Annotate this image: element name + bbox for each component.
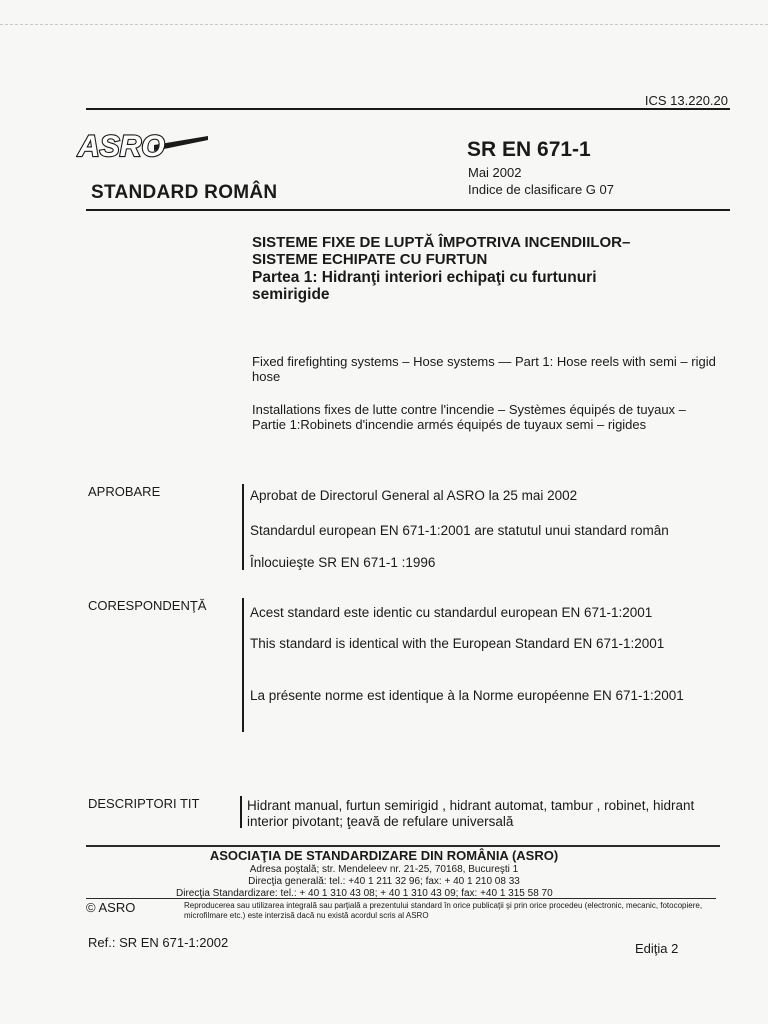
organization-name: ASOCIAŢIA DE STANDARDIZARE DIN ROMÂNIA (ASRO) [209, 848, 559, 863]
approval-line-2: Standardul european EN 671-1:2001 are statutul unui standard român [250, 523, 669, 538]
correspondence-en: This standard is identical with the European Standard EN 671-1:2001 [250, 636, 665, 651]
descriptors-bar [240, 796, 242, 828]
reference: Ref.: SR EN 671-1:2002 [88, 935, 229, 950]
title-english: Fixed firefighting systems – Hose systems — Part 1: Hose reels with semi – rigid hose [252, 354, 716, 384]
title-ro-line-3: Partea 1: Hidranţi interiori echipaţi cu furtunuri [252, 269, 597, 286]
asro-logo [76, 123, 211, 168]
logo-text: ASRO [78, 130, 165, 163]
correspondence-label: CORESPONDENŢĂ [88, 598, 207, 613]
standard-date: Mai 2002 [468, 165, 522, 180]
scan-edge [0, 18, 768, 25]
footer-rule [86, 845, 720, 847]
title-ro-line-1: SISTEME FIXE DE LUPTĂ ÎMPOTRIVA INCENDIILOR– [252, 234, 631, 251]
correspondence-bar [242, 598, 244, 732]
copyright-rule [86, 898, 716, 899]
classification-index: Indice de clasificare G 07 [468, 182, 614, 197]
descriptors-label: DESCRIPTORI TIT [88, 796, 200, 811]
title-ro-line-4: semirigide [252, 286, 330, 303]
correspondence-fr: La présente norme est identique à la Norme européenne EN 671-1:2001 [250, 688, 684, 703]
copyright: © ASRO [86, 900, 136, 915]
general-direction: Direcţia generală: tel.: +40 1 211 32 96; fax: + 40 1 210 08 33 [248, 876, 520, 887]
title-romanian [252, 234, 732, 303]
copyright-notice: Reproducerea sau utilizarea integrală sau parţială a prezentului standard în orice publicaţii şi prin orice procedeu (electronic, mecanic, fotocopiere, microfilmare etc.) este interzisă dacă nu există acordul scris al ASRO [184, 901, 703, 920]
approval-label: APROBARE [88, 484, 161, 499]
postal-address: Adresa poştală; str. Mendeleev nr. 21-25, 70168, Bucureşti 1 [249, 864, 519, 875]
title-ro-line-2: SISTEME ECHIPATE CU FURTUN [252, 251, 488, 268]
top-rule [86, 108, 730, 110]
correspondence-ro: Acest standard este identic cu standardul european EN 671-1:2001 [250, 605, 653, 620]
approval-line-3: Înlocuieşte SR EN 671-1 :1996 [250, 555, 436, 570]
title-french: Installations fixes de lutte contre l'incendie – Systèmes équipés de tuyaux – Partie 1:Robinets d'incendie armés équipés de tuyaux semi – rigides [252, 402, 686, 432]
standard-code: SR EN 671-1 [467, 138, 591, 161]
edition: Ediţia 2 [635, 941, 679, 956]
descriptors-text: Hidrant manual, furtun semirigid , hidrant automat, tambur , robinet, hidrant interior pivotant; ţeavă de refulare universală [247, 798, 695, 829]
approval-bar [242, 484, 244, 570]
standard-label: STANDARD ROMÂN [91, 182, 278, 203]
ics-code: ICS 13.220.20 [644, 93, 728, 108]
approval-line-1: Aprobat de Directorul General al ASRO la 25 mai 2002 [250, 488, 578, 503]
standardization-direction: Direcţia Standardizare: tel.: + 40 1 310 43 08; + 40 1 310 43 09; fax: +40 1 315 58 70 [176, 888, 553, 899]
header-rule [86, 209, 730, 211]
